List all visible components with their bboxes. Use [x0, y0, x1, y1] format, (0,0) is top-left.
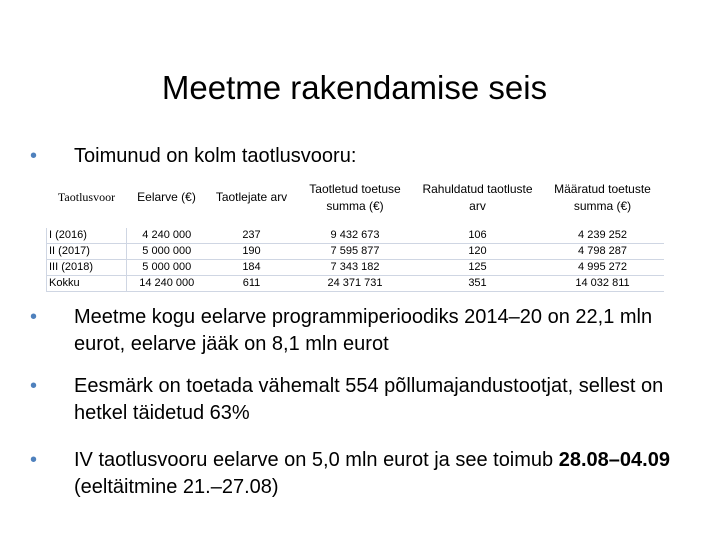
col-header-round: Taotlusvoor: [47, 169, 127, 227]
rounds-table: [46, 169, 664, 292]
cell-requested: 7 343 182: [297, 260, 414, 276]
cell-approved-count: 120: [414, 244, 542, 260]
bullet-dot-icon: •: [30, 449, 38, 471]
bullet-budget-text: Meetme kogu eelarve programmiperioodiks 2014–20 on 22,1 mln eurot, eelarve jääk on 8,1 mln eurot: [74, 306, 653, 355]
col-header-granted: Määratud toetuste summa (€): [542, 169, 664, 227]
cell-requested: 24 371 731: [297, 276, 414, 292]
cell-applicants: 611: [207, 276, 297, 292]
col-header-applicants: Taotlejate arv: [207, 169, 297, 227]
cell-approved-count: 125: [414, 260, 542, 276]
cell-applicants: 190: [207, 244, 297, 260]
col-header-requested: Taotletud toetuse summa (€): [297, 169, 414, 227]
col-header-budget: Eelarve (€): [127, 169, 207, 227]
cell-requested: 7 595 877: [297, 244, 414, 260]
round4-end: (eeltäitmine 21.–27.08): [74, 476, 279, 498]
cell-granted: 14 032 811: [542, 276, 664, 292]
cell-granted: 4 798 287: [542, 244, 664, 260]
bullet-dot-icon: •: [30, 306, 38, 328]
bullet-intro-text: Toimunud on kolm taotlusvooru:: [74, 145, 357, 167]
cell-round: I (2016): [47, 227, 127, 244]
cell-approved-count: 106: [414, 227, 542, 244]
cell-round: II (2017): [47, 244, 127, 260]
slide-title: Meetme rakendamise seis: [161, 69, 548, 106]
cell-granted: 4 239 252: [542, 227, 664, 244]
bullet-round4: [30, 447, 680, 501]
col-header-approved-count: Rahuldatud taotluste arv: [414, 169, 542, 227]
bullet-budget: [30, 304, 680, 358]
cell-budget: 5 000 000: [127, 244, 207, 260]
cell-applicants: 184: [207, 260, 297, 276]
cell-approved-count: 351: [414, 276, 542, 292]
bullet-intro: [30, 143, 670, 170]
bullet-dot-icon: •: [30, 375, 38, 397]
cell-round: III (2018): [47, 260, 127, 276]
table-row: [47, 260, 664, 276]
table-header-row: [47, 169, 664, 227]
bullet-goal-text: Eesmärk on toetada vähemalt 554 põllumajandustootjat, sellest on hetkel täidetud 63%: [74, 375, 664, 424]
cell-budget: 5 000 000: [127, 260, 207, 276]
bullet-goal: [30, 373, 680, 427]
cell-granted: 4 995 272: [542, 260, 664, 276]
bullet-round4-text: [30, 447, 680, 501]
table-row-total: [47, 276, 664, 292]
bullet-dot-icon: •: [30, 145, 38, 167]
table-row: [47, 227, 664, 244]
round4-start: IV taotlusvooru eelarve on 5,0 mln eurot ja see toimub: [74, 449, 559, 471]
round4-dates: 28.08–04.09: [558, 449, 670, 471]
cell-applicants: 237: [207, 227, 297, 244]
table-row: [47, 244, 664, 260]
cell-budget: 14 240 000: [127, 276, 207, 292]
cell-budget: 4 240 000: [127, 227, 207, 244]
cell-round: Kokku: [47, 276, 127, 292]
cell-requested: 9 432 673: [297, 227, 414, 244]
